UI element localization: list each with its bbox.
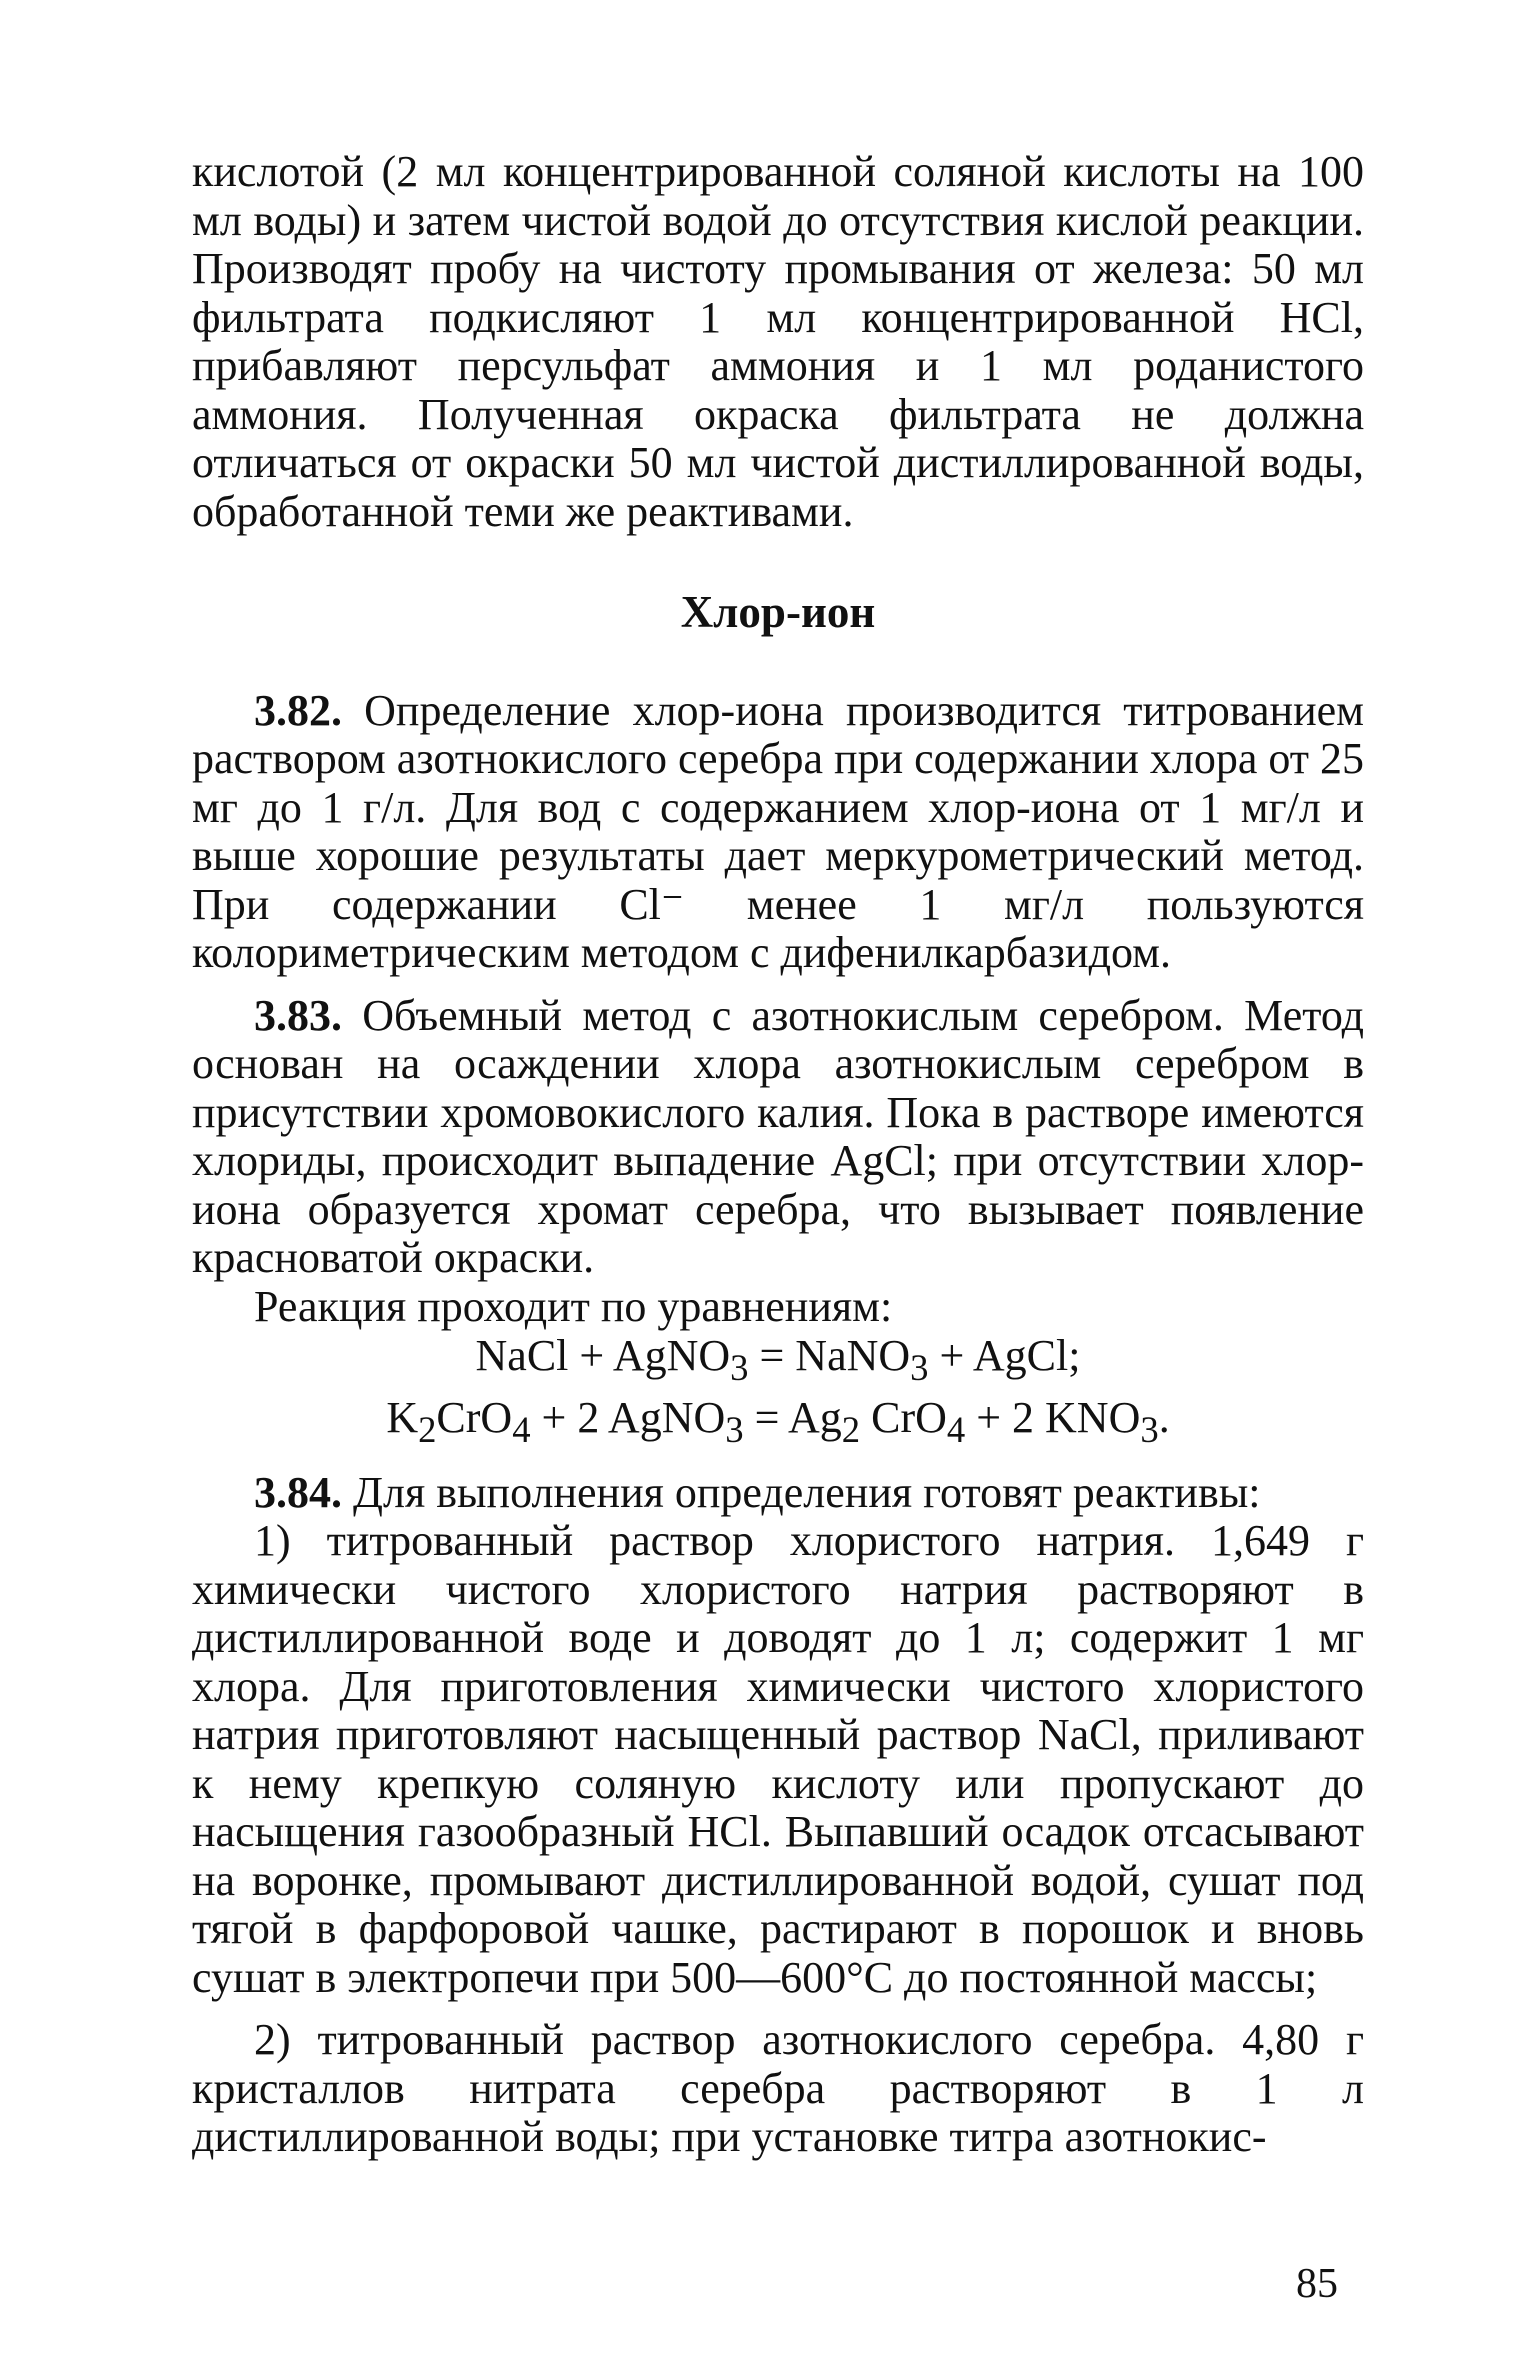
paragraph-number: 3.83.	[254, 990, 342, 1040]
page-body	[192, 148, 1364, 2162]
paragraph-number: 3.84.	[254, 1467, 342, 1517]
reagent-item-2: 2) титрованный раствор азотнокислого серебра. 4,80 г кристаллов нитрата серебра растворяют в 1 л дистиллированной воды; при установке титра азотнокис-	[192, 2015, 1364, 2162]
equation-1: NaCl + AgNO$_3$ = NaNO$_3$ + AgCl;	[475, 1331, 1081, 1388]
equation-2: $K_2CrO_4 + 2$ AgNO$_3$ = $Ag_2$ CrO$_4$ + 2 $KNO_3$.	[386, 1392, 1170, 1450]
paragraph-continuation: кислотой (2 мл концентрированной соляной кислоты на 100 мл воды) и затем чистой водой до отсутствия кислой реакции. Производят пробу на чистоту промывания от железа: 50 мл фильтрата подкисляют 1 мл концентрированной HCl, прибавляют персульфат аммония и 1 мл роданистого аммония. Полученная окраска фильтрата не должна отличаться от окраски 50 мл чистой дистиллированной воды, обработанной теми же реактивами.	[192, 147, 1364, 536]
reaction-intro: Реакция проходит по уравнениям:	[254, 1281, 893, 1331]
paragraph-number: 3.82.	[254, 685, 342, 735]
section-heading: Хлор-ион	[680, 587, 876, 637]
paragraph-text: Объемный метод с азотнокислым серебром. Метод основан на осаждении хлора азотнокислым серебром в присутствии хромовокислого калия. Пока в растворе имеются хлориды, происходит выпадение AgCl; при отсутствии хлор-иона образуется хромат серебра, что вызывает появление красноватой окраски.	[192, 990, 1364, 1282]
paragraph-text: Для выполнения определения готовят реактивы:	[353, 1467, 1261, 1517]
paragraph-text: Определение хлор-иона производится титрованием раствором азотнокислого серебра при содержании хлора от 25 мг до 1 г/л. Для вод с содержанием хлор-иона от 1 мг/л и выше хорошие результаты дает меркурометрический метод. При содержании Cl⁻ менее 1 мг/л пользуются колориметрическим методом с дифенилкарбазидом.	[192, 685, 1364, 977]
page-number: 85	[1296, 2261, 1338, 2307]
paragraph-3-82	[192, 687, 1364, 978]
reagent-item-1: 1) титрованный раствор хлористого натрия. 1,649 г химически чистого хлористого натрия растворяют в дистиллированной воде и доводят до 1 л; содержит 1 мг хлора. Для приготовления химически чистого хлористого натрия приготовляют насыщенный раствор NaCl, приливают к нему крепкую соляную кислоту или пропускают до насыщения газообразный HCl. Выпавший осадок отсасывают на воронке, промывают дистиллированной водой, сушат под тягой в фарфоровой чашке, растирают в порошок и вновь сушат в электропечи при 500—600°C до постоянной массы;	[192, 1516, 1364, 2002]
paragraph-3-84	[192, 1469, 1364, 1518]
paragraph-3-83	[192, 992, 1364, 1283]
